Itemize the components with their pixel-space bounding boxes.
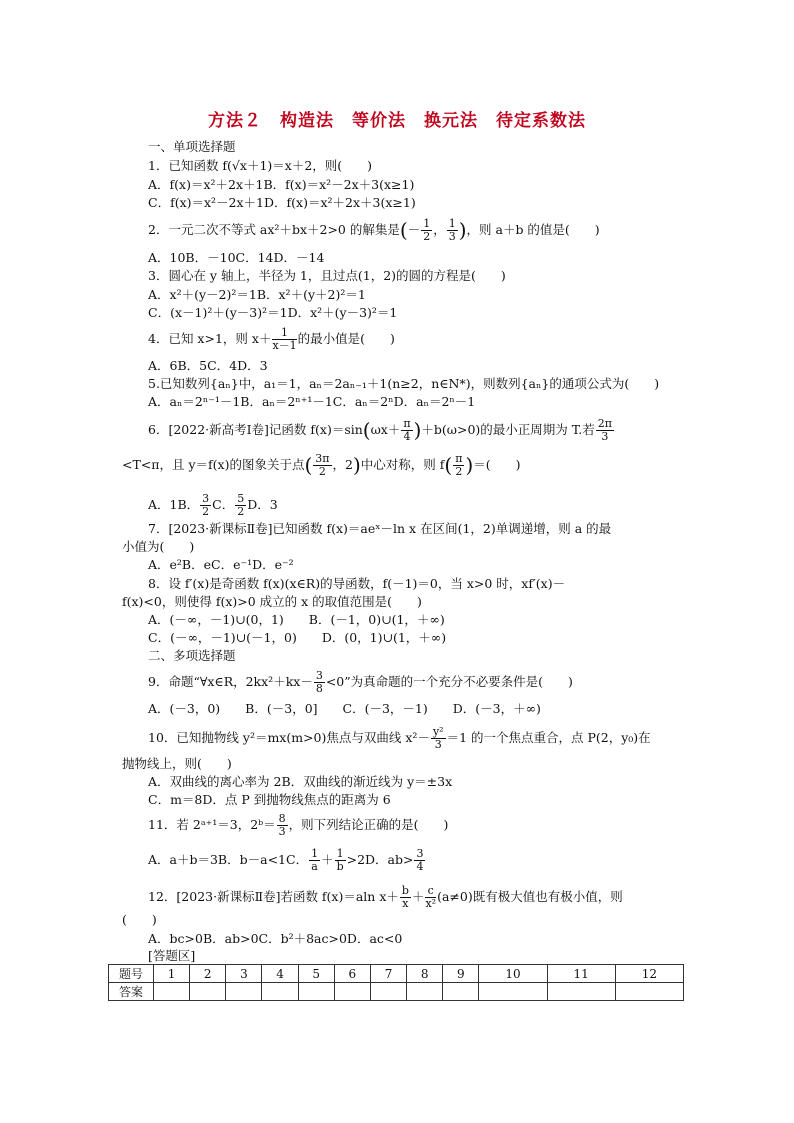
q4-frac: $\frac{1}{x-1}$ (272, 326, 297, 352)
q12-stem: 12．[2023·新课标Ⅱ卷]若函数 f(x)＝aln x＋ $\frac{b}{x}$ ＋ $\frac{c}{\text{x²}}$ (a≠0)既有极大值也有极小值，则 (148, 884, 623, 910)
answer-cell[interactable] (226, 983, 262, 1001)
question-number-cell: 4 (262, 965, 298, 983)
q10-stem: 10．已知抛物线 y²＝mx(m>0)焦点与双曲线 x²－ $\frac{\text{y²}}{3}$ ＝1 的一个焦点重合，点 P(2，y₀)在 (148, 725, 651, 751)
q2-frac-1: $\frac{1}{2}$ (423, 217, 431, 243)
question-number-cell: 10 (479, 965, 547, 983)
q3-options-cd: C．(x－1)²＋(y－3)²＝1D．x²＋(y－3)²＝1 (148, 305, 398, 320)
q6-line2: <T<π，且 y＝f(x)的图象关于点( $\frac{3\pi}{2}$ ，2)中心对称，则 f( $\frac{\pi}{2}$ )＝( ) (122, 452, 521, 478)
answer-cell[interactable] (615, 983, 683, 1001)
q8-options-ab: A．(－∞，－1)∪(0，1) B．(－1，0)∪(1，＋∞) (148, 612, 445, 627)
q5-options: A．aₙ＝2ⁿ⁻¹－1B．aₙ＝2ⁿ⁺¹－1C．aₙ＝2ⁿD．aₙ＝2ⁿ－1 (148, 394, 476, 409)
table-row-label: 题号 (109, 965, 154, 983)
q1-stem: 1．已知函数 f(√x＋1)＝x＋2，则( ) (148, 158, 373, 173)
answer-cell[interactable] (262, 983, 298, 1001)
question-number-cell: 7 (370, 965, 406, 983)
q10-options-cd: C．m＝8D．点 P 到抛物线焦点的距离为 6 (148, 792, 391, 807)
table-row (109, 983, 684, 1001)
q11-stem: 11．若 2ᵃ⁺¹＝3，2ᵇ＝ $\frac{8}{3}$ ，则下列结论正确的是( ) (148, 812, 449, 838)
q8-line1: 8．设 f′(x)是奇函数 f(x)(x∈R)的导函数，f(－1)＝0，当 x>0 时，xf′(x)－ (148, 576, 566, 591)
q10-options-ab: A．双曲线的离心率为 2B．双曲线的渐近线为 y＝±3x (148, 774, 453, 789)
answer-cell[interactable] (443, 983, 479, 1001)
table-row-label: 答案 (109, 983, 154, 1001)
q7-options: A．e²B．eC．e⁻¹D．e⁻² (148, 557, 294, 572)
q2-options: A．10B．－10C．14D．－14 (148, 250, 325, 265)
question-number-cell: 11 (547, 965, 615, 983)
q4-options: A．6B．5C．4D．3 (148, 358, 268, 373)
q12-line2: ( ) (122, 912, 157, 927)
q2-stem-post: ，则 a＋b 的值是( ) (466, 222, 600, 237)
q2-frac-2: $\frac{1}{3}$ (448, 217, 456, 243)
answer-cell[interactable] (370, 983, 406, 1001)
q6-options: A．1B． $\frac{3}{2}$ C． $\frac{5}{2}$ D．3 (148, 492, 278, 518)
q1-options-cd: C．f(x)＝x²－2x＋1D．f(x)＝x²＋2x＋3(x≥1) (148, 195, 416, 210)
question-number-cell: 2 (190, 965, 226, 983)
section-heading-single: 一、单项选择题 (148, 139, 236, 154)
question-number-cell: 6 (334, 965, 370, 983)
q10-line2: 抛物线上，则( ) (122, 756, 232, 771)
q2-stem: 2．一元二次不等式 ax²＋bx＋2>0 的解集是(－ $\frac{1}{2}$ ， $\frac{1}{3}$ )，则 a＋b 的值是( ) (148, 217, 600, 243)
answer-cell[interactable] (298, 983, 334, 1001)
q8-line2: f(x)<0，则使得 f(x)>0 成立的 x 的取值范围是( ) (122, 594, 422, 609)
question-number-cell: 9 (443, 965, 479, 983)
table-row (109, 965, 684, 983)
answer-cell[interactable] (407, 983, 443, 1001)
q2-stem-pre: 2．一元二次不等式 ax²＋bx＋2>0 的解集是 (148, 222, 400, 237)
section-heading-multi: 二、多项选择题 (148, 648, 236, 663)
page-title: 方法２ 构造法 等价法 换元法 待定系数法 (208, 111, 586, 131)
answer-cell[interactable] (334, 983, 370, 1001)
q7-line2: 小值为( ) (122, 539, 195, 554)
q9-options: A．(－3，0) B．(－3，0] C．(－3，－1) D．(－3，＋∞) (148, 701, 541, 716)
q4-stem: 4．已知 x>1，则 x＋ $\frac{1}{x-1}$ 的最小值是( ) (148, 326, 395, 352)
q3-options-ab: A．x²＋(y－2)²＝1B．x²＋(y＋2)²＝1 (148, 287, 366, 302)
q8-options-cd: C．(－∞，－1)∪(－1，0) D．(0，1)∪(1，＋∞) (148, 630, 447, 645)
q7-line1: 7．[2023·新课标Ⅱ卷]已知函数 f(x)＝aeˣ－ln x 在区间(1，2)单调递增，则 a 的最 (148, 521, 612, 536)
q3-stem: 3．圆心在 y 轴上，半径为 1，且过点(1，2)的圆的方程是( ) (148, 268, 506, 283)
answer-cell[interactable] (190, 983, 226, 1001)
q9-stem: 9．命题“∀x∈R，2kx²＋kx－ $\frac{3}{8}$ <0”为真命题的一个充分不必要条件是( ) (148, 669, 573, 695)
q1-options-ab: A．f(x)＝x²＋2x＋1B．f(x)＝x²－2x＋3(x≥1) (148, 177, 415, 192)
answer-area-label: [答题区] (148, 948, 196, 963)
question-number-cell: 8 (407, 965, 443, 983)
answer-cell[interactable] (479, 983, 547, 1001)
q5-stem: 5.已知数列{aₙ}中，a₁＝1，aₙ＝2aₙ₋₁＋1(n≥2，n∈N*)，则数列{aₙ}的通项公式为( ) (148, 376, 660, 391)
q11-options: A．a＋b＝3B．b－a<1C． $\frac{1}{a}$ ＋ $\frac{1}{b}$ >2D．ab> $\frac{3}{4}$ (148, 847, 424, 873)
answer-cell[interactable] (547, 983, 615, 1001)
answer-table (108, 964, 684, 1001)
question-number-cell: 12 (615, 965, 683, 983)
question-number-cell: 5 (298, 965, 334, 983)
answer-cell[interactable] (154, 983, 190, 1001)
question-number-cell: 3 (226, 965, 262, 983)
q6-line1: 6．[2022·新高考Ⅰ卷]记函数 f(x)＝sin(ωx＋ $\frac{\pi}{4}$ )＋b(ω>0)的最小正周期为 T.若 $\frac{2\pi}{3}$ (148, 417, 612, 443)
question-number-cell: 1 (154, 965, 190, 983)
q12-options: A．bc>0B．ab>0C．b²＋8ac>0D．ac<0 (148, 931, 403, 946)
